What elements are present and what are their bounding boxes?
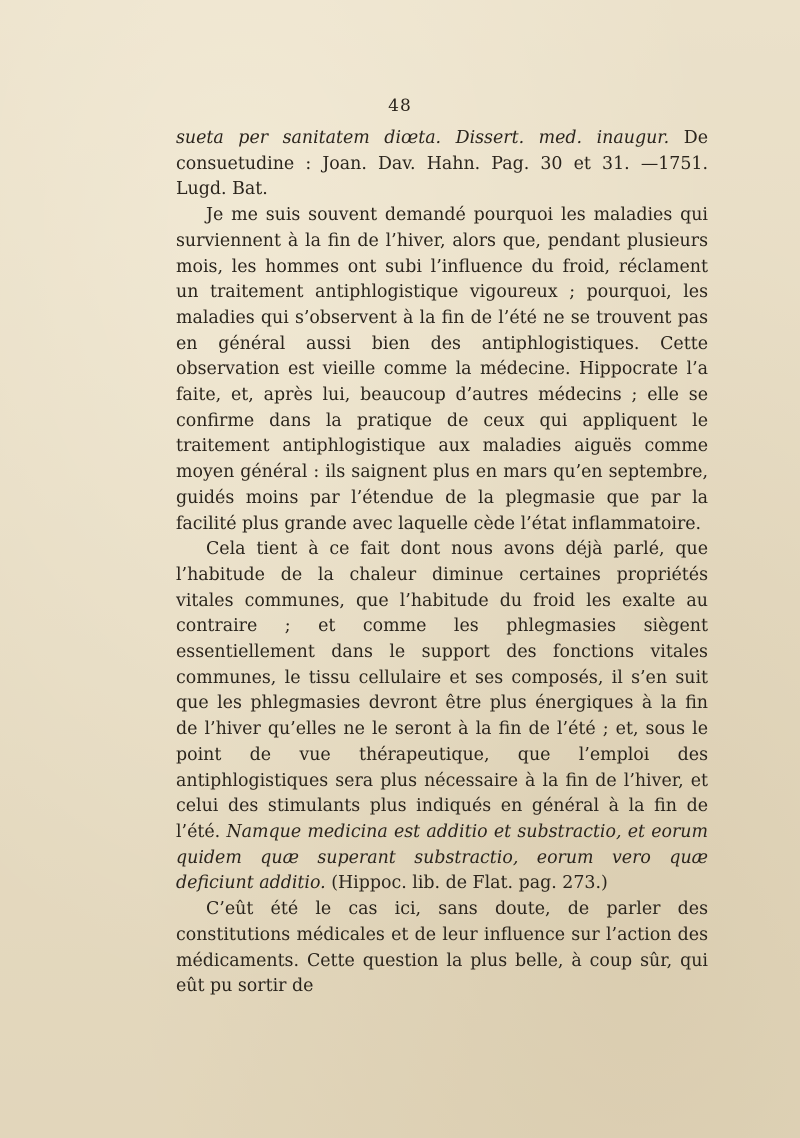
paragraph-continuation bbox=[176, 126, 708, 203]
hippocrates-reference: (Hippoc. lib. de Flat. pag. 273.) bbox=[325, 873, 608, 894]
paragraph-heat-cold-habit bbox=[176, 537, 708, 897]
paragraph-text: C’eût été le cas ici, sans doute, de parler des constitutions médicales et de leur influence sur l’action des médicaments. Cette question la plus belle, à coup sûr, qui eût pu sortir de bbox=[176, 899, 708, 997]
paragraph-text: Cela tient à ce fait dont nous avons déjà parlé, que l’habitude de la chaleur diminue certaines propriétés vitales communes, que l’habitude du froid les exalte au contraire ; et comme les phlegmasies siègent essentiellement dans le support des fonctions vitales communes, le tissu cellulaire et ses composés, il s’en suit que les phlegmasies devront être plus énergiques à la fin de l’hiver qu’elles ne le seront à la fin de l’été ; et, sous le point de vue thérapeutique, que l’emploi des antiphlogistiques sera plus nécessaire à la fin de l’hiver, et celui des stimulants plus indiqués en général à la fin de l’été. bbox=[176, 539, 708, 842]
body-text bbox=[176, 126, 708, 1000]
citation-text: De consuetudine : Joan. Dav. Hahn. Pag. 30 et 31. —1751. Lugd. Bat. bbox=[176, 128, 708, 200]
latin-title-fragment: sueta per sanitatem diœta. Dissert. med. inaugur. bbox=[176, 128, 670, 148]
paragraph-seasonal-diseases bbox=[176, 203, 708, 537]
paragraph-medical-constitutions bbox=[176, 897, 708, 1000]
paragraph-text: Je me suis souvent demandé pourquoi les maladies qui surviennent à la fin de l’hiver, alors que, pendant plusieurs mois, les hommes ont subi l’influence du froid, réclament un traitement antiphlogistique vigoureux ; pourquoi, les maladies qui s’observent à la fin de l’été ne se trouvent pas en général aussi bien des antiphlogistiques. Cette observation est vieille comme la médecine. Hippocrate l’a faite, et, après lui, beaucoup d’autres médecins ; elle se confirme dans la pratique de ceux qui appliquent le traitement antiphlogistique aux maladies aiguës comme moyen général : ils saignent plus en mars qu’en septembre, guidés moins par l’étendue de la plegmasie que par la facilité plus grande avec laquelle cède l’état inflammatoire. bbox=[176, 205, 708, 534]
latin-quotation: Namque medicina est additio et substractio, et eorum quidem quæ superant substractio, eorum vero quæ deficiunt additio. bbox=[176, 821, 709, 894]
page-number: 48 bbox=[388, 96, 412, 116]
